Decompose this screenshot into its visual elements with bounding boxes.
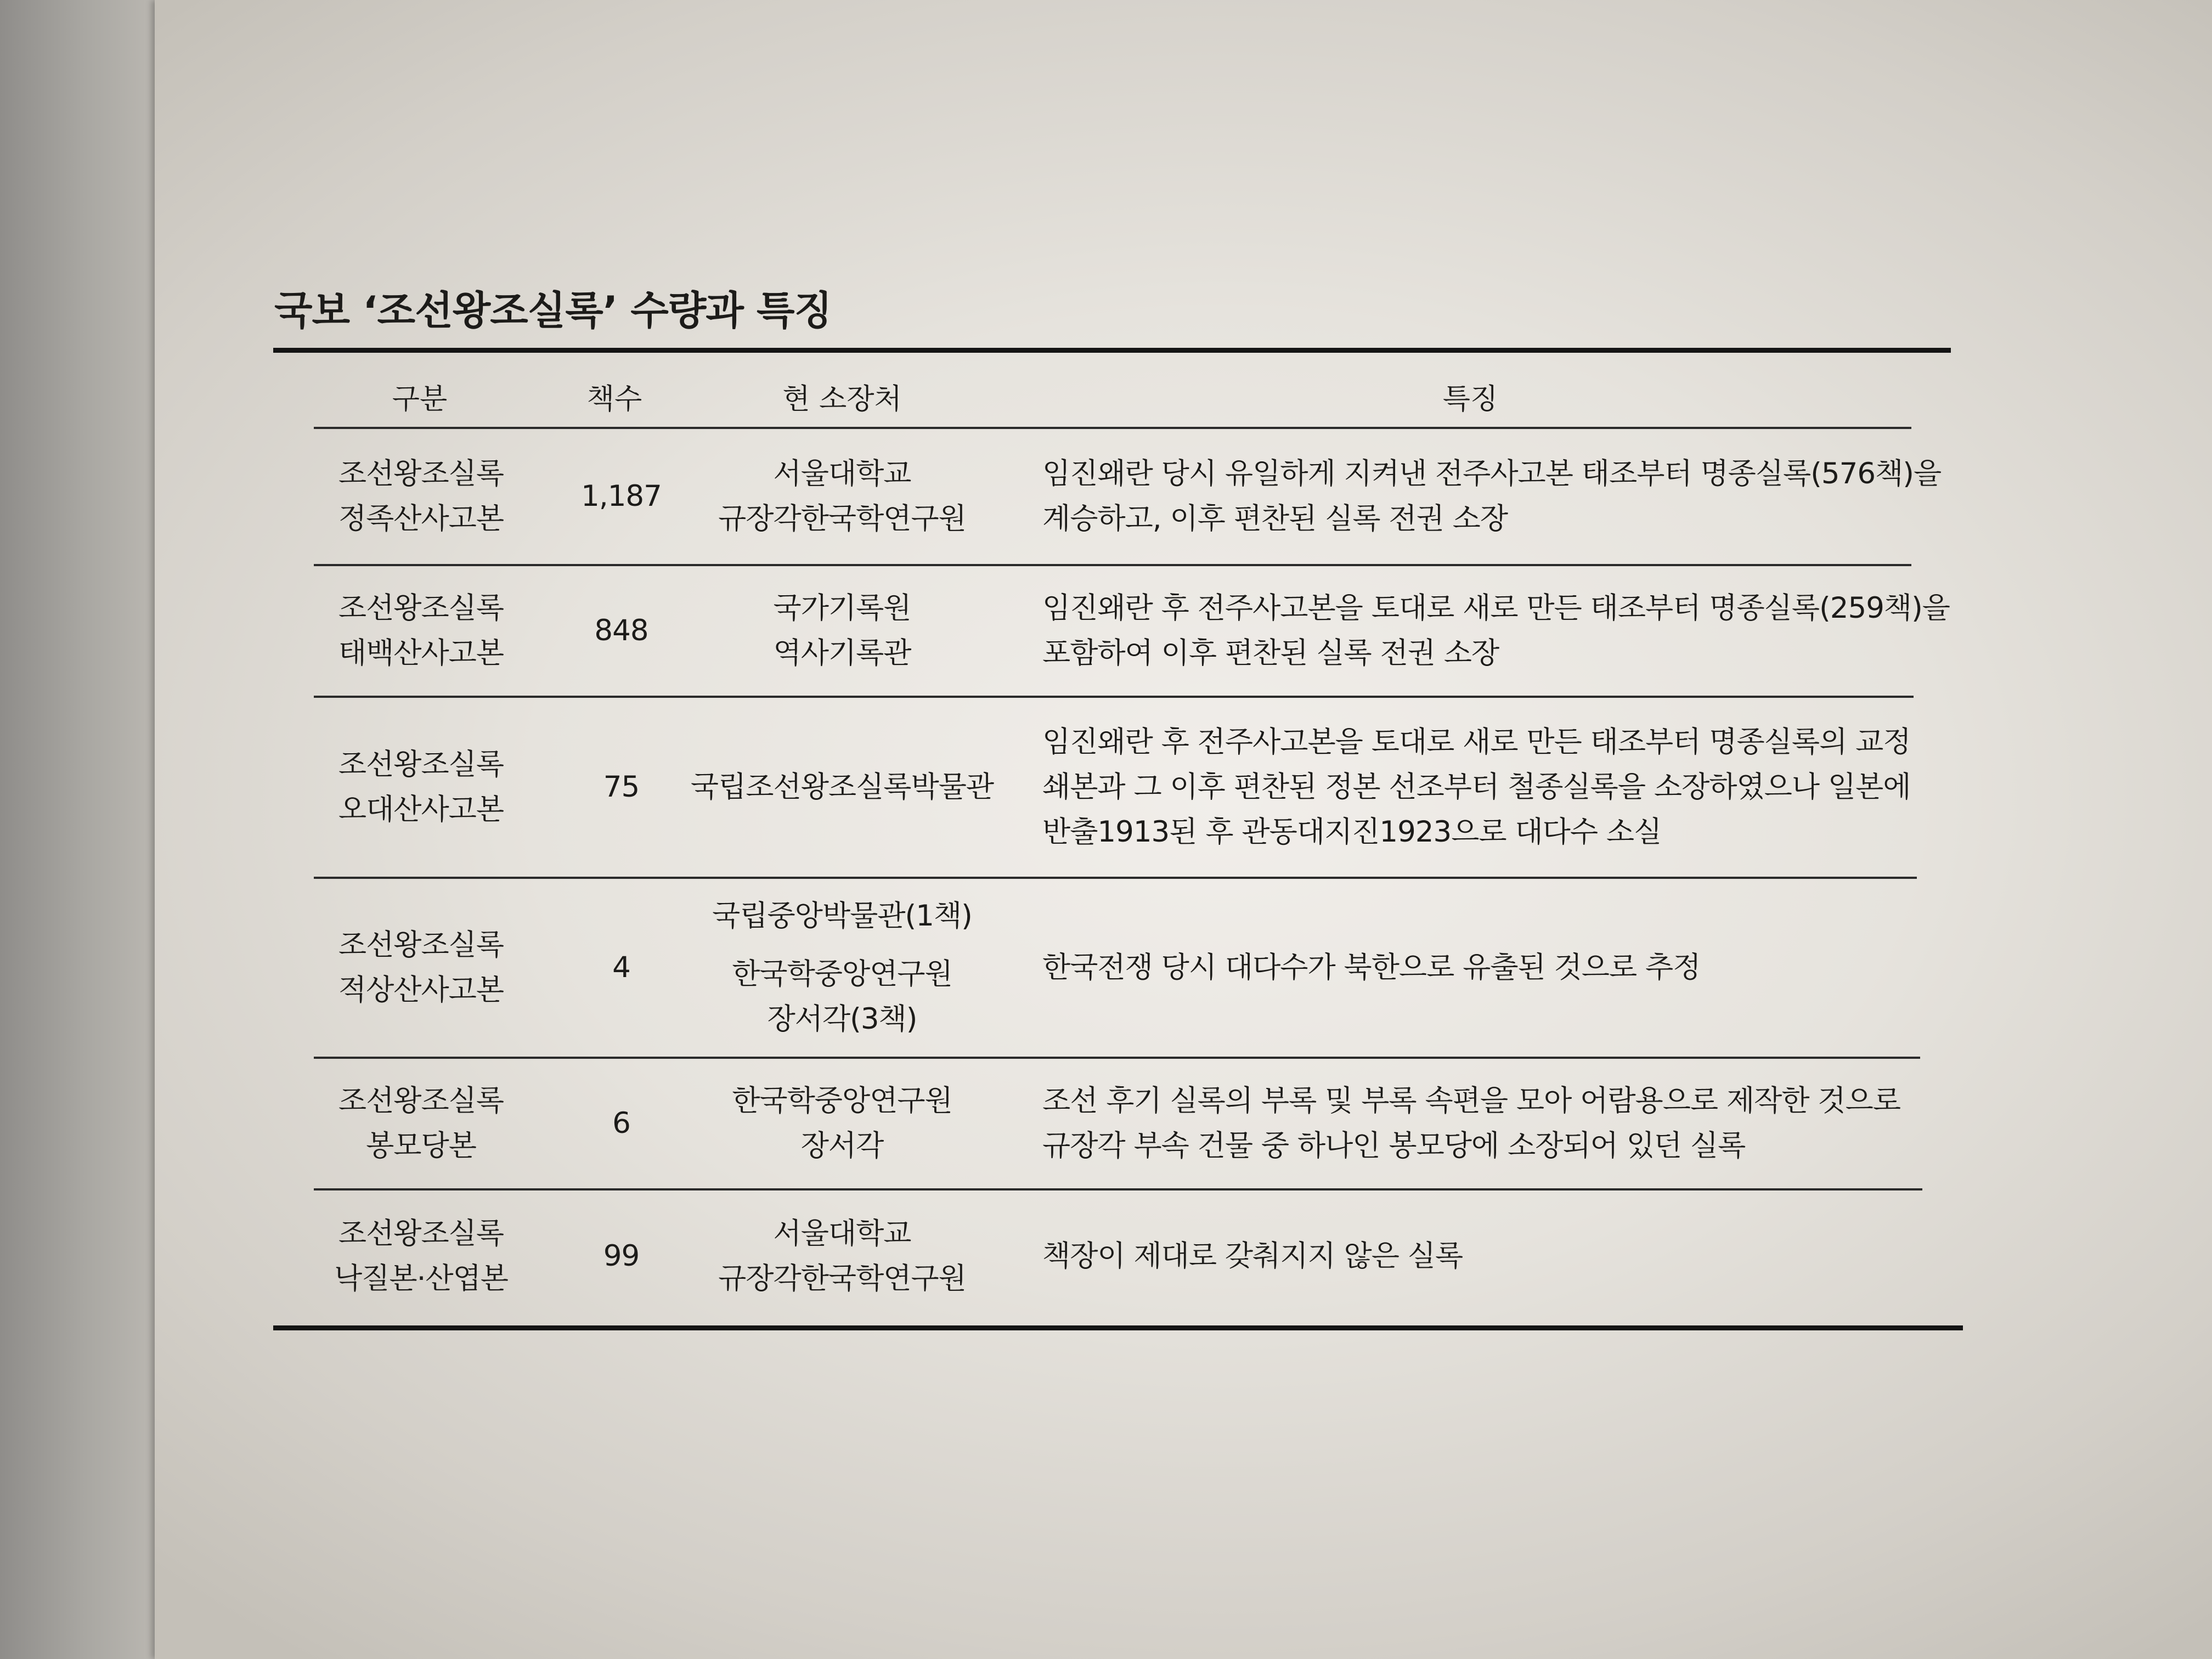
name-line: 조선왕조실록: [338, 1217, 504, 1250]
location-line: 서울대학교: [773, 457, 911, 490]
description-line: 반출1913된 후 관동대지진1923으로 대다수 소실: [1042, 815, 1662, 849]
row-location: [686, 698, 998, 877]
row-name: [313, 879, 529, 1057]
row-description: [1042, 698, 1920, 877]
description-line: 조선 후기 실록의 부록 및 부록 속편을 모아 어람용으로 제작한 것으로: [1042, 1084, 1901, 1118]
row-count: [560, 698, 683, 877]
description-line: 책장이 제대로 갖춰지지 않은 실록: [1042, 1239, 1463, 1273]
description-line: 임진왜란 후 전주사고본을 토대로 새로 만든 태조부터 명종실록의 교정: [1042, 725, 1911, 759]
row-name: [313, 1190, 529, 1322]
description-line: 쇄본과 그 이후 편찬된 정본 선조부터 철종실록을 소장하였으나 일본에: [1042, 770, 1911, 804]
location-line: 국가기록원: [773, 591, 911, 625]
row-count: [560, 879, 683, 1057]
header-category: 구분: [392, 383, 448, 416]
row-count: [560, 566, 683, 696]
row-location: [686, 566, 998, 696]
count-value: 848: [594, 614, 648, 647]
location-line: 장서각: [800, 1129, 884, 1163]
header-features: 특징: [1442, 383, 1498, 416]
name-line: 조선왕조실록: [338, 1084, 504, 1118]
row-location: [686, 1059, 998, 1188]
row-name: [313, 566, 529, 696]
table-row-bongmodang: [313, 1059, 1920, 1188]
count-value: 6: [612, 1107, 630, 1140]
description-line: 규장각 부속 건물 중 하나인 봉모당에 소장되어 있던 실록: [1042, 1129, 1746, 1163]
row-count: [560, 429, 683, 564]
count-value: 4: [612, 951, 630, 984]
name-line: 태백산사고본: [338, 636, 504, 670]
header-volume-count: 책수: [586, 383, 642, 416]
count-value: 1,187: [581, 479, 662, 513]
description-line: 임진왜란 후 전주사고본을 토대로 새로 만든 태조부터 명종실록(259책)을: [1042, 591, 1950, 625]
name-line: 조선왕조실록: [338, 457, 504, 490]
row-location: [686, 429, 998, 564]
table-bottom-rule: [273, 1325, 1963, 1330]
name-line: 조선왕조실록: [338, 591, 504, 625]
location-line: 한국학중앙연구원: [732, 1084, 952, 1118]
row-name: [313, 698, 529, 877]
table-row-odaesan: [313, 698, 1920, 877]
location-line: 국립중앙박물관(1책): [712, 899, 972, 933]
name-line: 봉모당본: [366, 1129, 476, 1163]
table-row-taebaeksan: [313, 566, 1950, 696]
row-location: [686, 879, 998, 1057]
name-line: 조선왕조실록: [338, 928, 504, 962]
location-line: 규장각한국학연구원: [718, 1262, 966, 1295]
count-value: 99: [603, 1239, 640, 1273]
table-row-jeoksangsan: [313, 879, 1920, 1057]
location-line: 규장각한국학연구원: [718, 502, 966, 535]
location-line: 서울대학교: [773, 1217, 911, 1250]
table-top-rule: [273, 348, 1951, 353]
location-line: 국립조선왕조실록박물관: [690, 770, 994, 804]
table-row-jeongjoksan: [313, 429, 1942, 564]
row-name: [313, 429, 529, 564]
location-line: 장서각(3책): [767, 1002, 917, 1036]
row-location: [686, 1190, 998, 1322]
panel-title: 국보 ‘조선왕조실록’ 수량과 특징: [274, 287, 832, 334]
description-line: 임진왜란 당시 유일하게 지켜낸 전주사고본 태조부터 명종실록(576책)을: [1042, 457, 1942, 490]
side-wall: [0, 0, 155, 1659]
row-count: [560, 1059, 683, 1188]
location-line: 역사기록관: [773, 636, 911, 670]
row-description: [1042, 879, 1920, 1057]
name-line: 오대산사고본: [338, 793, 504, 826]
row-description: [1042, 1190, 1920, 1322]
location-line: 한국학중앙연구원: [732, 957, 952, 991]
name-line: 정족산사고본: [338, 502, 504, 535]
count-value: 75: [603, 770, 640, 804]
row-description: [1042, 566, 1950, 696]
description-line: 포함하여 이후 편찬된 실록 전권 소장: [1042, 636, 1499, 670]
header-current-holder: 현 소장처: [782, 383, 902, 416]
table-row-nakjilbon: [313, 1190, 1920, 1322]
description-line: 한국전쟁 당시 대다수가 북한으로 유출된 것으로 추정: [1042, 951, 1701, 984]
row-description: [1042, 429, 1942, 564]
row-name: [313, 1059, 529, 1188]
description-line: 계승하고, 이후 편찬된 실록 전권 소장: [1042, 502, 1508, 535]
name-line: 조선왕조실록: [338, 748, 504, 781]
row-count: [560, 1190, 683, 1322]
row-description: [1042, 1059, 1920, 1188]
name-line: 낙질본·산엽본: [334, 1262, 509, 1295]
name-line: 적상산사고본: [338, 973, 504, 1007]
